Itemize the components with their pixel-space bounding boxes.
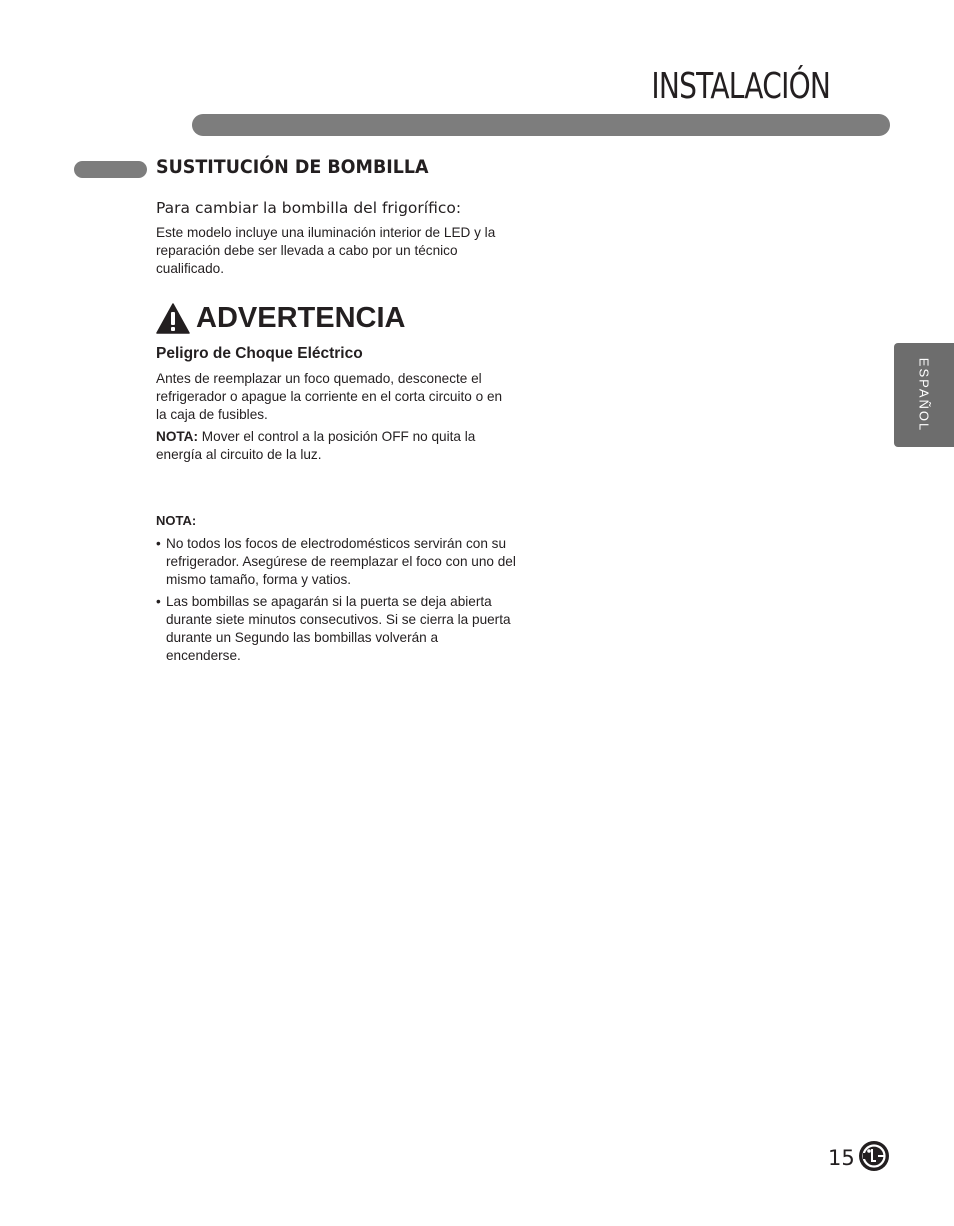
- intro-paragraph: [156, 224, 516, 278]
- warning-triangle-icon: [156, 303, 190, 334]
- header-bar: [192, 114, 890, 136]
- note-heading: NOTA:: [156, 513, 197, 528]
- page-number: 15: [828, 1146, 855, 1170]
- list-item: • No todos los focos de electrodomésticos servirán con su refrigerador. Asegúrese de reemplazar el foco con uno del mismo tamaño, forma y vatios.: [156, 535, 516, 589]
- warning-body: [156, 370, 516, 464]
- language-tab: [894, 343, 954, 447]
- section-marker: [74, 161, 147, 178]
- intro-text: Este modelo incluye una iluminación interior de LED y la reparación debe ser llevada a cabo por un técnico cualificado.: [156, 225, 496, 276]
- warning-heading: Peligro de Choque Eléctrico: [156, 345, 363, 362]
- warning-title: ADVERTENCIA: [196, 302, 406, 334]
- warning-note-label: NOTA:: [156, 429, 199, 444]
- section-title: SUSTITUCIÓN DE BOMBILLA: [156, 156, 429, 178]
- chapter-title: INSTALACIÓN: [651, 66, 830, 107]
- language-tab-label: ESPAÑOL: [916, 357, 932, 433]
- warning-text: Antes de reemplazar un foco quemado, desconecte el refrigerador o apague la corriente en el corta circuito o en la caja de fusibles.: [156, 371, 503, 422]
- warning-note: [156, 428, 516, 464]
- subheading: Para cambiar la bombilla del frigorífico:: [156, 199, 462, 217]
- list-item: • Las bombillas se apagarán si la puerta se deja abierta durante siete minutos consecutivos. Si se cierra la puerta durante un Segundo las bombillas volverán a encenderse.: [156, 593, 516, 665]
- lg-logo-icon: [858, 1140, 890, 1172]
- warning-note-text: Mover el control a la posición OFF no quita la energía al circuito de la luz.: [156, 429, 476, 462]
- warning-header: [156, 302, 405, 335]
- note-list: [156, 535, 516, 669]
